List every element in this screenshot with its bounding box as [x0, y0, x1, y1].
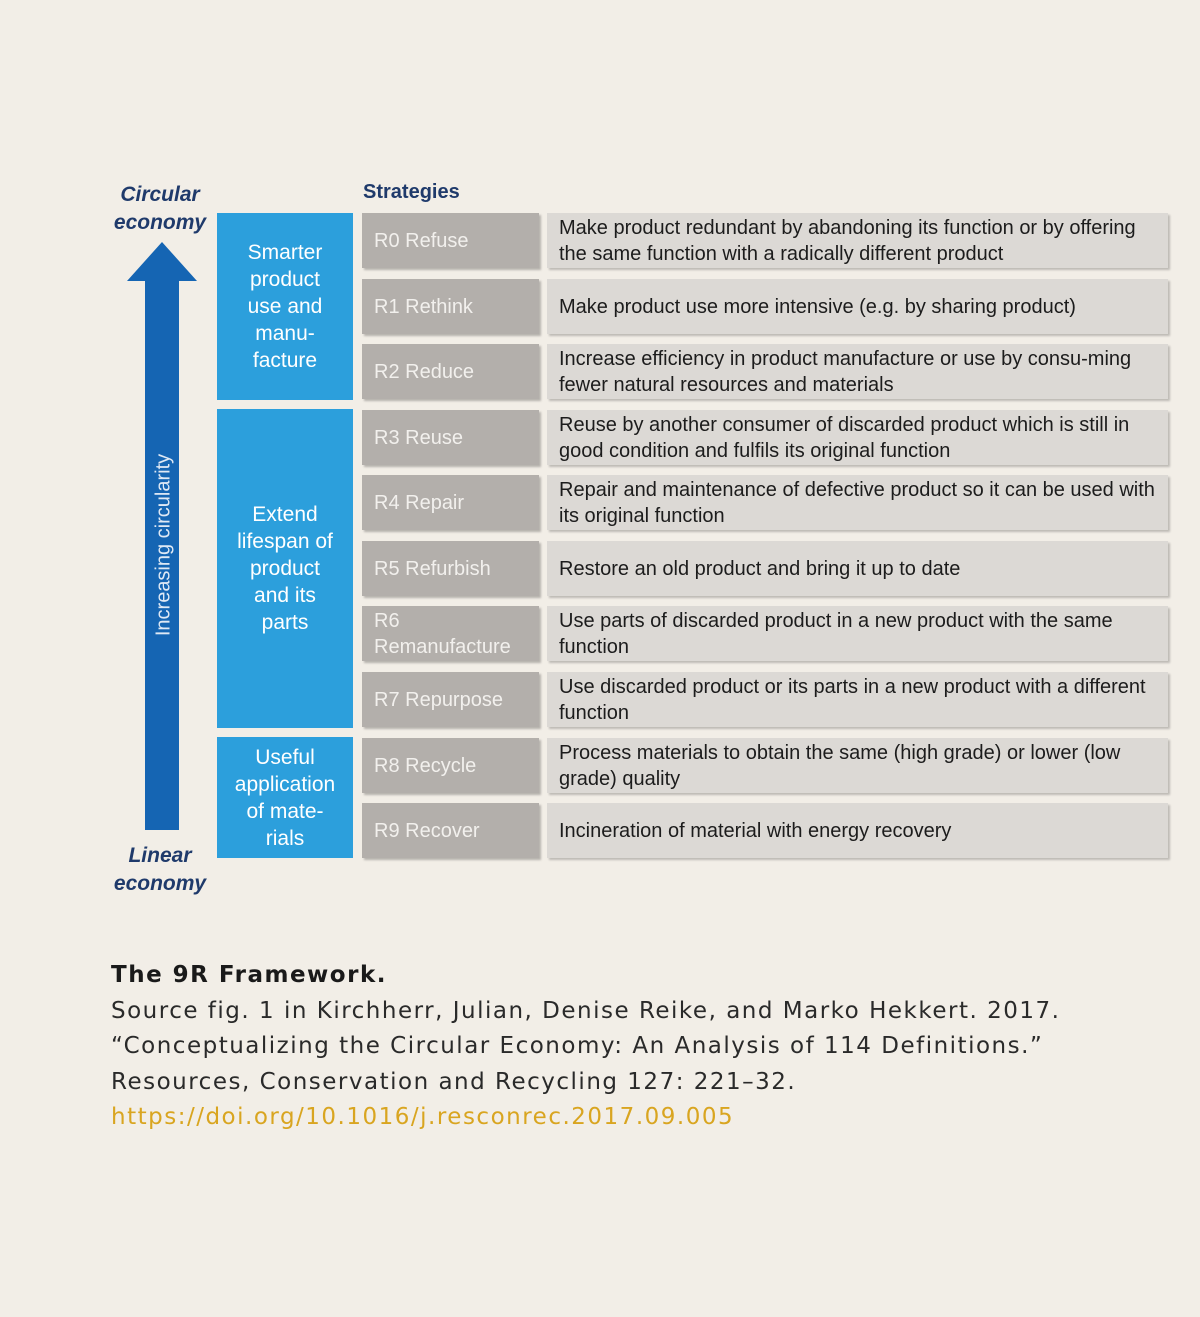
strategy-r1: R1 Rethink: [362, 279, 539, 334]
strategy-r2: R2 Reduce: [362, 344, 539, 399]
description-r2: Increase efficiency in product manufacture or use by consu-ming fewer natural resources and materials: [547, 344, 1168, 399]
group-extend-lifespan: Extend lifespan of product and its parts: [217, 409, 353, 728]
increasing-circularity-label: Increasing circularity: [152, 453, 175, 637]
caption-source-line-3: Resources, Conservation and Recycling 127: 221–32.: [111, 1068, 797, 1095]
figure-caption: [111, 958, 1151, 1136]
doi-link[interactable]: https://doi.org/10.1016/j.resconrec.2017.09.005: [111, 1104, 735, 1130]
strategy-r9: R9 Recover: [362, 803, 539, 858]
strategy-r5: R5 Refurbish: [362, 541, 539, 596]
description-r7: Use discarded product or its parts in a new product with a different function: [547, 672, 1168, 727]
description-r5: Restore an old product and bring it up to date: [547, 541, 1168, 596]
strategy-r7: R7 Repurpose: [362, 672, 539, 727]
strategies-heading: Strategies: [363, 181, 460, 203]
strategy-r3: R3 Reuse: [362, 410, 539, 465]
caption-source-line-2: “Conceptualizing the Circular Economy: An Analysis of 114 Definitions.”: [111, 1033, 1044, 1059]
description-r1: Make product use more intensive (e.g. by sharing product): [547, 279, 1168, 334]
linear-economy-label: Linear economy: [113, 844, 207, 895]
description-r0: Make product redundant by abandoning its function or by offering the same function with a radically different product: [547, 213, 1168, 268]
description-r3: Reuse by another consumer of discarded product which is still in good condition and fulfils its original function: [547, 410, 1168, 465]
group-smarter-use: Smarter product use and manu- facture: [217, 213, 353, 400]
strategy-r6: R6 Remanufacture: [362, 606, 539, 661]
description-r4: Repair and maintenance of defective product so it can be used with its original function: [547, 475, 1168, 530]
description-r8: Process materials to obtain the same (high grade) or lower (low grade) quality: [547, 738, 1168, 793]
strategy-r8: R8 Recycle: [362, 738, 539, 793]
strategy-r0: R0 Refuse: [362, 213, 539, 268]
group-useful-application: Useful application of mate- rials: [217, 737, 353, 858]
circular-economy-label: Circular economy: [113, 183, 207, 234]
description-r9: Incineration of material with energy recovery: [547, 803, 1168, 858]
caption-title: The 9R Framework.: [111, 962, 387, 988]
description-r6: Use parts of discarded product in a new product with the same function: [547, 606, 1168, 661]
strategy-r4: R4 Repair: [362, 475, 539, 530]
caption-source-line-1: Source fig. 1 in Kirchherr, Julian, Denise Reike, and Marko Hekkert. 2017.: [111, 997, 1061, 1024]
